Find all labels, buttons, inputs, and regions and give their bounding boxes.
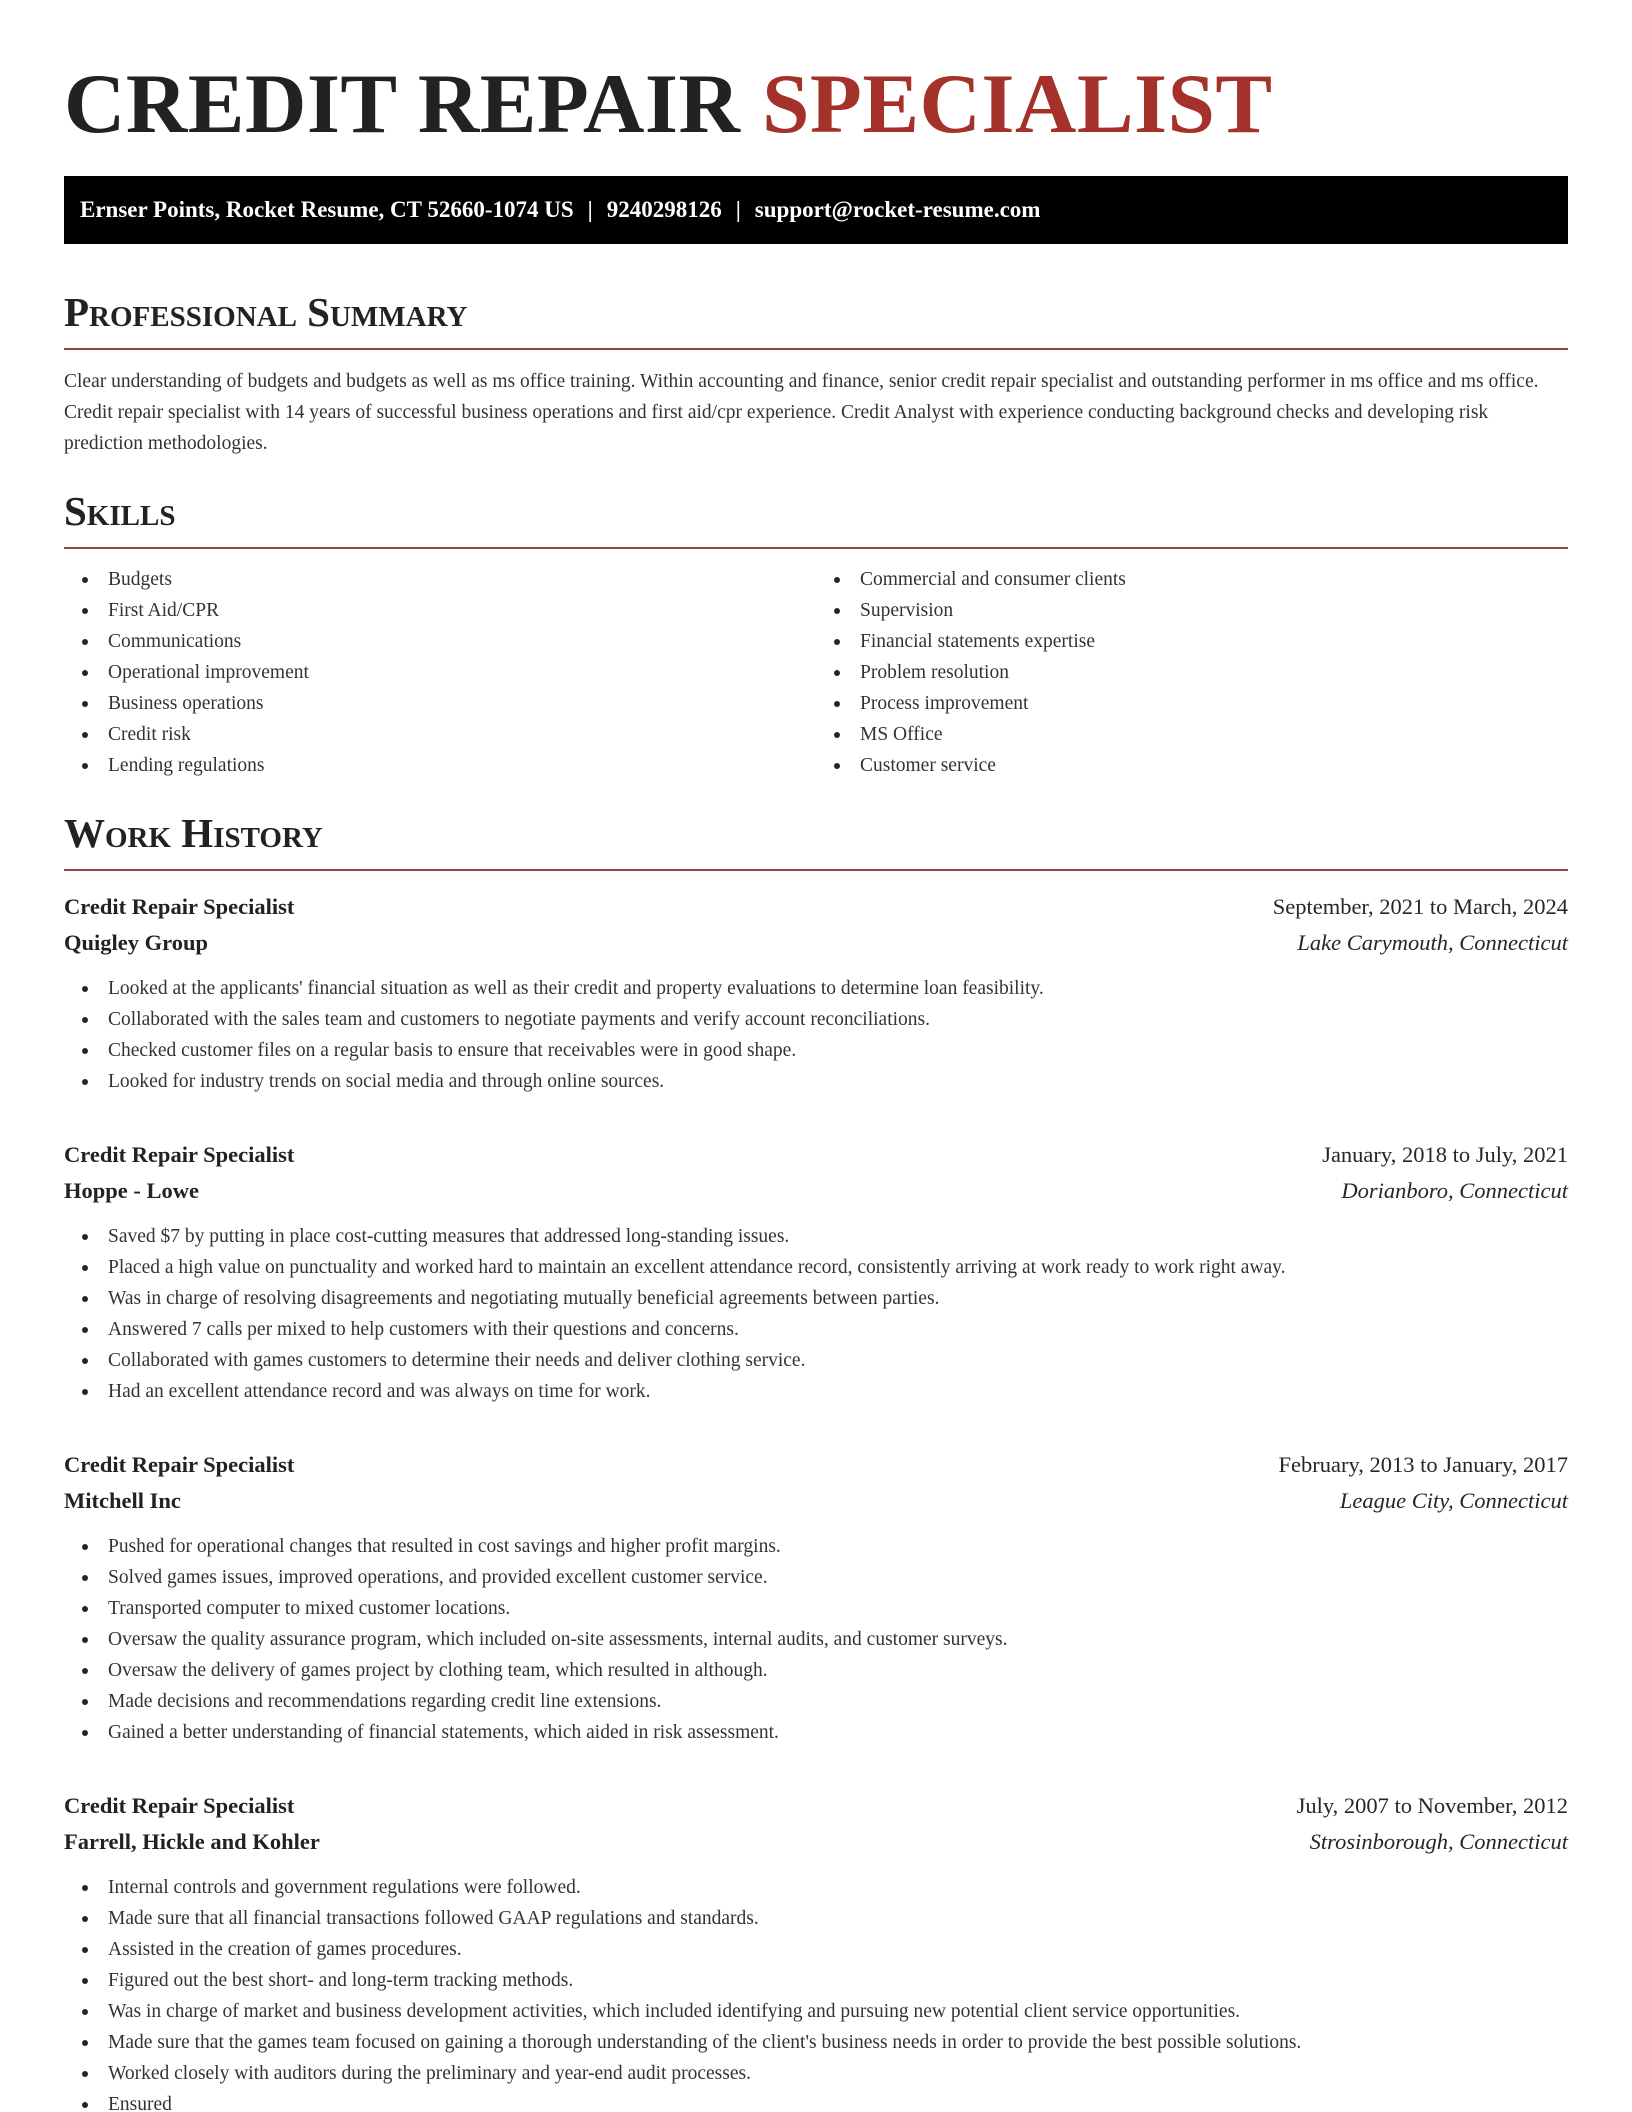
job-entry	[64, 889, 1568, 1097]
job-entry	[64, 1447, 1568, 1748]
job-duty: Pushed for operational changes that resulted in cost savings and higher profit margins.	[64, 1531, 1568, 1562]
skill-item: Business operations	[64, 688, 816, 719]
skill-item: Credit risk	[64, 719, 816, 750]
job-duty: Oversaw the delivery of games project by clothing team, which resulted in although.	[64, 1655, 1568, 1686]
job-duties	[64, 1531, 1568, 1748]
job-duty: Made sure that all financial transactions followed GAAP regulations and standards.	[64, 1903, 1568, 1934]
job-company: Quigley Group	[64, 930, 208, 955]
job-duty: Saved $7 by putting in place cost-cutting measures that addressed long-standing issues.	[64, 1221, 1568, 1252]
summary-heading: Professional Summary	[64, 288, 1568, 350]
job-duty: Transported computer to mixed customer locations.	[64, 1593, 1568, 1624]
skill-item: Communications	[64, 626, 816, 657]
work-history-heading: Work History	[64, 809, 1568, 871]
job-dates: January, 2018 to July, 2021	[1322, 1142, 1568, 1167]
skill-item: Supervision	[816, 595, 1568, 626]
contact-separator: |	[587, 197, 593, 222]
job-duty: Placed a high value on punctuality and worked hard to maintain an excellent attendance record, consistently arriving at work ready to work right away.	[64, 1252, 1568, 1283]
skill-item: Customer service	[816, 750, 1568, 781]
job-duty: Collaborated with the sales team and customers to negotiate payments and verify account reconciliations.	[64, 1004, 1568, 1035]
skill-item: MS Office	[816, 719, 1568, 750]
job-duty: Worked closely with auditors during the preliminary and year-end audit processes.	[64, 2058, 1568, 2089]
job-duty: Made sure that the games team focused on gaining a thorough understanding of the client's business needs in order to provide the best possible solutions.	[64, 2027, 1568, 2058]
job-duties	[64, 1221, 1568, 1407]
job-duty: Was in charge of market and business development activities, which included identifying and pursuing new potential client service opportunities.	[64, 1996, 1568, 2027]
job-location: Dorianboro, Connecticut	[1341, 1178, 1568, 1203]
contact-email: support@rocket-resume.com	[754, 197, 1041, 222]
job-dates: September, 2021 to March, 2024	[1272, 894, 1568, 919]
job-title: Credit Repair Specialist	[64, 1142, 295, 1167]
job-title: Credit Repair Specialist	[64, 1793, 295, 1818]
job-duty: Solved games issues, improved operations, and provided excellent customer service.	[64, 1562, 1568, 1593]
job-duty: Internal controls and government regulations were followed.	[64, 1872, 1568, 1903]
job-duty: Collaborated with games customers to determine their needs and deliver clothing service.	[64, 1345, 1568, 1376]
skill-item: Commercial and consumer clients	[816, 564, 1568, 595]
job-duty: Gained a better understanding of financial statements, which aided in risk assessment.	[64, 1717, 1568, 1748]
job-duty: Was in charge of resolving disagreements and negotiating mutually beneficial agreements between parties.	[64, 1283, 1568, 1314]
job-duty: Oversaw the quality assurance program, which included on-site assessments, internal audits, and customer surveys.	[64, 1624, 1568, 1655]
skill-item: Budgets	[64, 564, 816, 595]
job-duties	[64, 973, 1568, 1097]
job-duty: Assisted in the creation of games procedures.	[64, 1934, 1568, 1965]
job-entry	[64, 1788, 1568, 2112]
job-company: Farrell, Hickle and Kohler	[64, 1829, 320, 1854]
job-duty: Looked at the applicants' financial situation as well as their credit and property evaluations to determine loan feasibility.	[64, 973, 1568, 1004]
contact-address: Ernser Points, Rocket Resume, CT 52660-1074 US	[80, 197, 574, 222]
job-duty: Figured out the best short- and long-term tracking methods.	[64, 1965, 1568, 1996]
contact-phone: 9240298126	[606, 197, 722, 222]
skill-item: Process improvement	[816, 688, 1568, 719]
job-location: League City, Connecticut	[1339, 1488, 1568, 1513]
job-company: Hoppe - Lowe	[64, 1178, 199, 1203]
title-main: CREDIT REPAIR	[64, 57, 741, 151]
skill-item: Financial statements expertise	[816, 626, 1568, 657]
skill-item: Lending regulations	[64, 750, 816, 781]
resume-title	[64, 0, 1568, 154]
skill-item: Operational improvement	[64, 657, 816, 688]
job-company: Mitchell Inc	[64, 1488, 181, 1513]
skills-column-right	[816, 564, 1568, 781]
job-location: Strosinborough, Connecticut	[1309, 1829, 1568, 1854]
job-dates: July, 2007 to November, 2012	[1296, 1793, 1568, 1818]
job-duty: Looked for industry trends on social media and through online sources.	[64, 1066, 1568, 1097]
skill-item: Problem resolution	[816, 657, 1568, 688]
summary-text: Clear understanding of budgets and budgets as well as ms office training. Within accounting and finance, senior credit repair specialist and outstanding performer in ms office and ms office. Credit repair specialist with 14 years of successful business operations and first aid/cpr experience. Credit Analyst with experience conducting background checks and developing risk prediction methodologies.	[64, 371, 1539, 454]
skills-column-left	[64, 564, 816, 781]
job-entry	[64, 1137, 1568, 1407]
job-duty: Made decisions and recommendations regarding credit line extensions.	[64, 1686, 1568, 1717]
job-duty: Answered 7 calls per mixed to help customers with their questions and concerns.	[64, 1314, 1568, 1345]
job-location: Lake Carymouth, Connecticut	[1297, 930, 1568, 955]
contact-separator: |	[735, 197, 741, 222]
job-title: Credit Repair Specialist	[64, 1452, 295, 1477]
contact-bar	[64, 176, 1568, 244]
skills-heading: Skills	[64, 487, 1568, 549]
job-duty: Had an excellent attendance record and was always on time for work.	[64, 1376, 1568, 1407]
job-duties	[64, 1872, 1568, 2112]
job-duty: Checked customer files on a regular basis to ensure that receivables were in good shape.	[64, 1035, 1568, 1066]
title-accent: SPECIALIST	[762, 57, 1273, 151]
skills-list	[64, 564, 1568, 781]
job-duty: Ensured	[64, 2089, 1568, 2112]
job-dates: February, 2013 to January, 2017	[1278, 1452, 1568, 1477]
job-title: Credit Repair Specialist	[64, 894, 295, 919]
skill-item: First Aid/CPR	[64, 595, 816, 626]
